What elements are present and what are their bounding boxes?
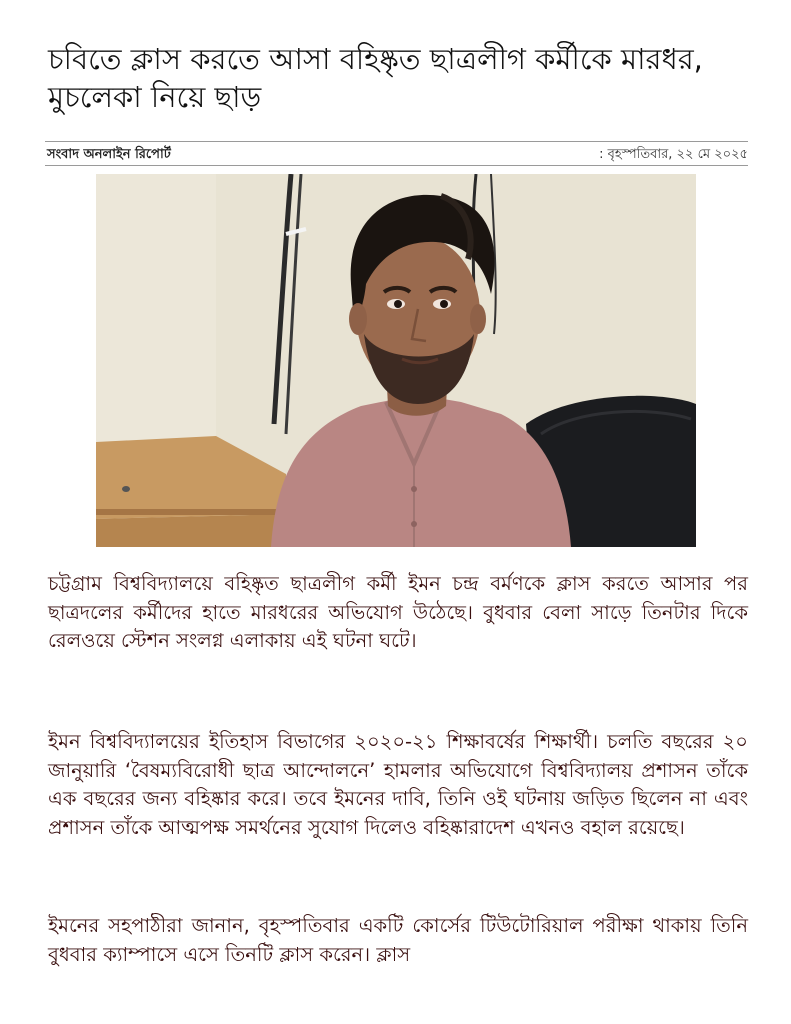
article-date: : বৃহস্পতিবার, ২২ মে ২০২৫ bbox=[599, 147, 748, 162]
divider-top bbox=[45, 141, 748, 142]
article-paragraph: চট্টগ্রাম বিশ্ববিদ্যালয়ে বহিষ্কৃত ছাত্রলীগ কর্মী ইমন চন্দ্র বর্মণকে ক্লাস করতে আসার পর ছাত্রদলের কর্মীদের হাতে মারধরের অভিযোগ উঠেছে। বুধবার বেলা সাড়ে তিনটার দিকে রেলওয়ে স্টেশন সংলগ্ন এলাকায় এই ঘটনা ঘটে। bbox=[48, 572, 748, 652]
article-headline: চবিতে ক্লাস করতে আসা বহিষ্কৃত ছাত্রলীগ কর্মীকে মারধর, মুচলেকা নিয়ে ছাড় bbox=[48, 42, 703, 114]
article-byline: সংবাদ অনলাইন রিপোর্ট bbox=[47, 147, 171, 162]
article-paragraph: ইমন বিশ্ববিদ্যালয়ের ইতিহাস বিভাগের ২০২০-২১ শিক্ষাবর্ষের শিক্ষার্থী। চলতি বছরের ২০ জানুয়ারি ‘বৈষম্যবিরোধী ছাত্র আন্দোলনে’ হামলার অভিযোগে বিশ্ববিদ্যালয় প্রশাসন তাঁকে এক বছরের জন্য বহিষ্কার করে। তবে ইমনের দাবি, তিনি ওই ঘটনায় জড়িত ছিলেন না এবং প্রশাসন তাঁকে আত্মপক্ষ সমর্থনের সুযোগ দিলেও বহিষ্কারাদেশ এখনও বহাল রয়েছে। bbox=[48, 730, 748, 839]
article-paragraph: ইমনের সহপাঠীরা জানান, বৃহস্পতিবার একটি কোর্সের টিউটোরিয়াল পরীক্ষা থাকায় তিনি বুধবার ক্যাম্পাসে এসে তিনটি ক্লাস করেন। ক্লাস bbox=[48, 914, 748, 966]
divider-bottom bbox=[45, 165, 748, 166]
article-photo bbox=[96, 174, 696, 547]
